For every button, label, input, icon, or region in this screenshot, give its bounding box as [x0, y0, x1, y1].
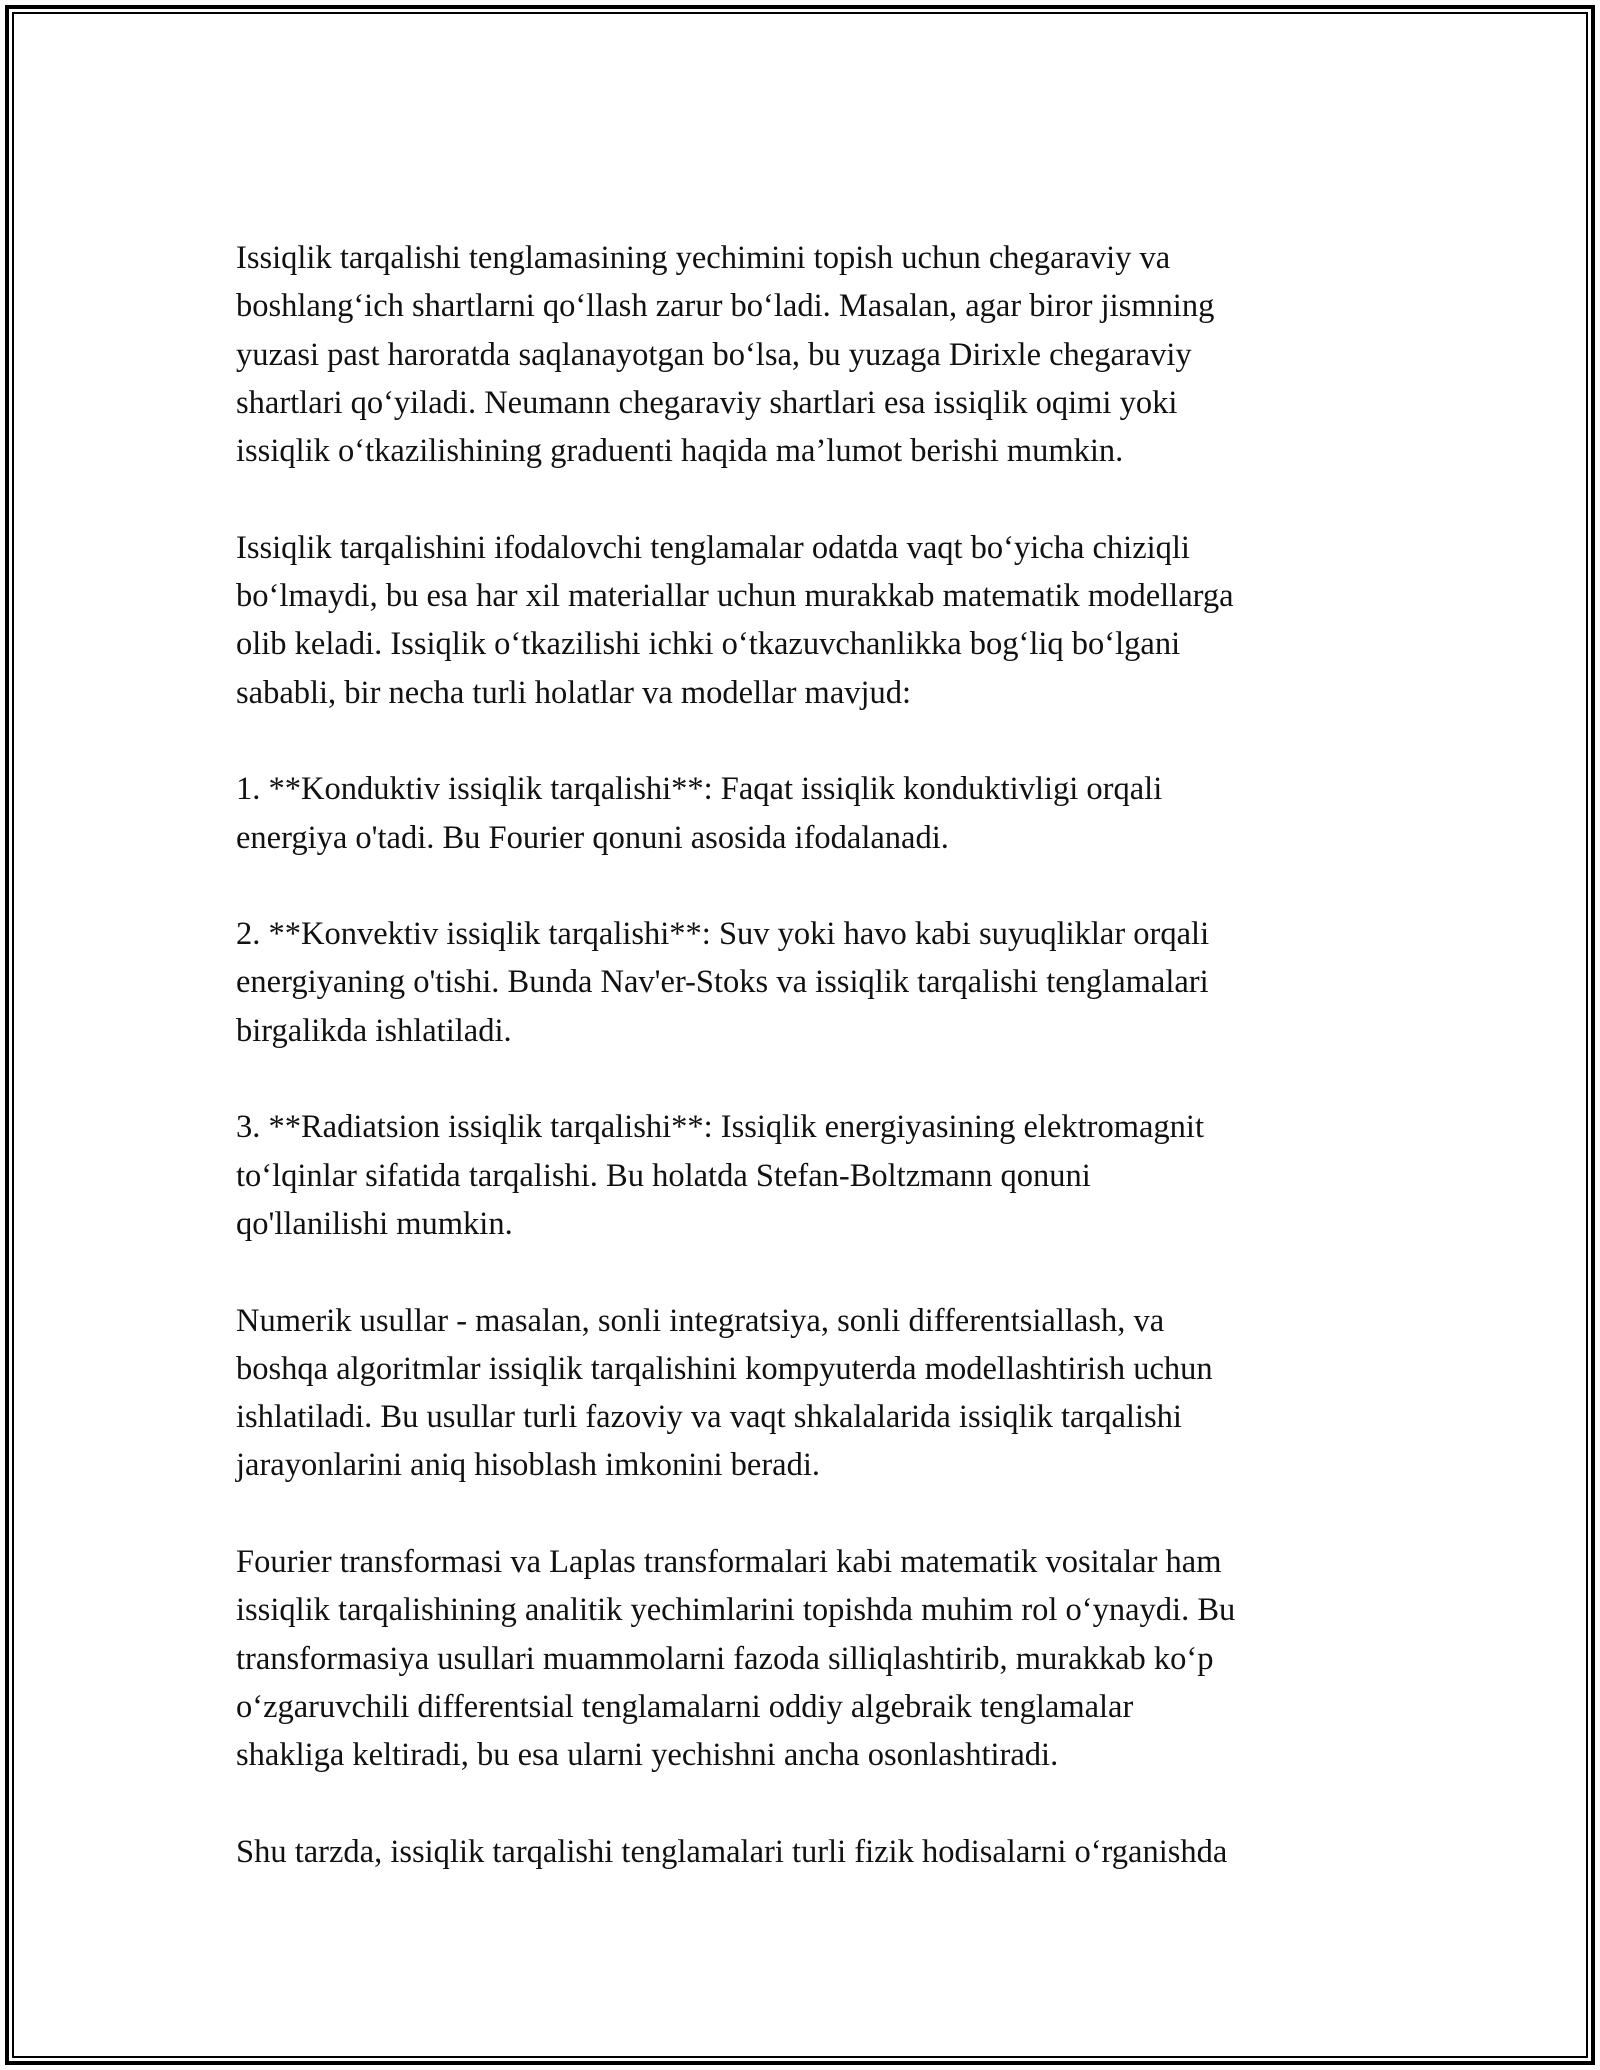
text-line: energiya o'tadi. Bu Fourier qonuni asosida ifodalanadi. [236, 819, 949, 856]
text-line: Shu tarzda, issiqlik tarqalishi tenglamalari turli fizik hodisalarni o‘rganishda [236, 1833, 1228, 1870]
text-line: 3. **Radiatsion issiqlik tarqalishi**: Issiqlik energiyasining elektromagnit [236, 1109, 1204, 1146]
text-line: jarayonlarini aniq hisoblash imkonini beradi. [236, 1447, 820, 1484]
text-line: to‘lqinlar sifatida tarqalishi. Bu holatda Stefan-Boltzmann qonuni [236, 1157, 1091, 1194]
text-line: qo'llanilishi mumkin. [236, 1205, 513, 1242]
list-item-2 [236, 910, 1386, 1055]
text-line: 1. **Konduktiv issiqlik tarqalishi**: Faqat issiqlik konduktivligi orqali [236, 771, 1163, 808]
text-line: shakliga keltiradi, bu esa ularni yechishni ancha osonlashtiradi. [236, 1737, 1059, 1774]
text-line: birgalikda ishlatiladi. [236, 1012, 512, 1049]
paragraph-3 [236, 1297, 1386, 1490]
text-line: Fourier transformasi va Laplas transformalari kabi matematik vositalar ham [236, 1544, 1222, 1581]
text-line: Issiqlik tarqalishi tenglamasining yechimini topish uchun chegaraviy va [236, 240, 1171, 276]
text-line: transformasiya usullari muammolarni fazoda silliqlashtirib, murakkab ko‘p [236, 1640, 1214, 1677]
paragraph-1 [236, 234, 1386, 475]
text-line: sababli, bir necha turli holatlar va modellar mavjud: [236, 674, 912, 711]
text-line: Numerik usullar - masalan, sonli integratsiya, sonli differentsiallash, va [236, 1302, 1165, 1339]
text-line: energiyaning o'tishi. Bunda Nav'er-Stoks va issiqlik tarqalishi tenglamalari [236, 964, 1209, 1001]
paragraph-5 [236, 1828, 1386, 1876]
text-line: boshlang‘ich shartlarni qo‘llash zarur bo‘ladi. Masalan, agar biror jismning [236, 288, 1215, 325]
text-line: issiqlik tarqalishining analitik yechimlarini topishda muhim rol o‘ynaydi. Bu [236, 1592, 1236, 1629]
paragraph-2 [236, 524, 1386, 717]
list-item-1 [236, 765, 1386, 862]
list-item-3 [236, 1103, 1386, 1248]
text-line: olib keladi. Issiqlik o‘tkazilishi ichki o‘tkazuvchanlikka bog‘liq bo‘lgani [236, 626, 1181, 663]
text-line: shartlari qo‘yiladi. Neumann chegaraviy shartlari esa issiqlik oqimi yoki [236, 384, 1178, 421]
text-line: issiqlik o‘tkazilishining graduenti haqida ma’lumot berishi mumkin. [236, 433, 1124, 470]
document-body [236, 234, 1386, 1876]
text-line: yuzasi past haroratda saqlanayotgan bo‘lsa, bu yuzaga Dirixle chegaraviy [236, 336, 1192, 373]
text-line: bo‘lmaydi, bu esa har xil materiallar uchun murakkab matematik modellarga [236, 578, 1234, 615]
text-line: 2. **Konvektiv issiqlik tarqalishi**: Suv yoki havo kabi suyuqliklar orqali [236, 916, 1210, 953]
text-line: Issiqlik tarqalishini ifodalovchi tenglamalar odatda vaqt bo‘yicha chiziqli [236, 529, 1190, 566]
text-line: ishlatiladi. Bu usullar turli fazoviy va vaqt shkalalarida issiqlik tarqalishi [236, 1399, 1182, 1436]
paragraph-4 [236, 1538, 1386, 1779]
text-line: boshqa algoritmlar issiqlik tarqalishini kompyuterda modellashtirish uchun [236, 1350, 1213, 1387]
text-line: o‘zgaruvchili differentsial tenglamalarni oddiy algebraik tenglamalar [236, 1688, 1134, 1725]
